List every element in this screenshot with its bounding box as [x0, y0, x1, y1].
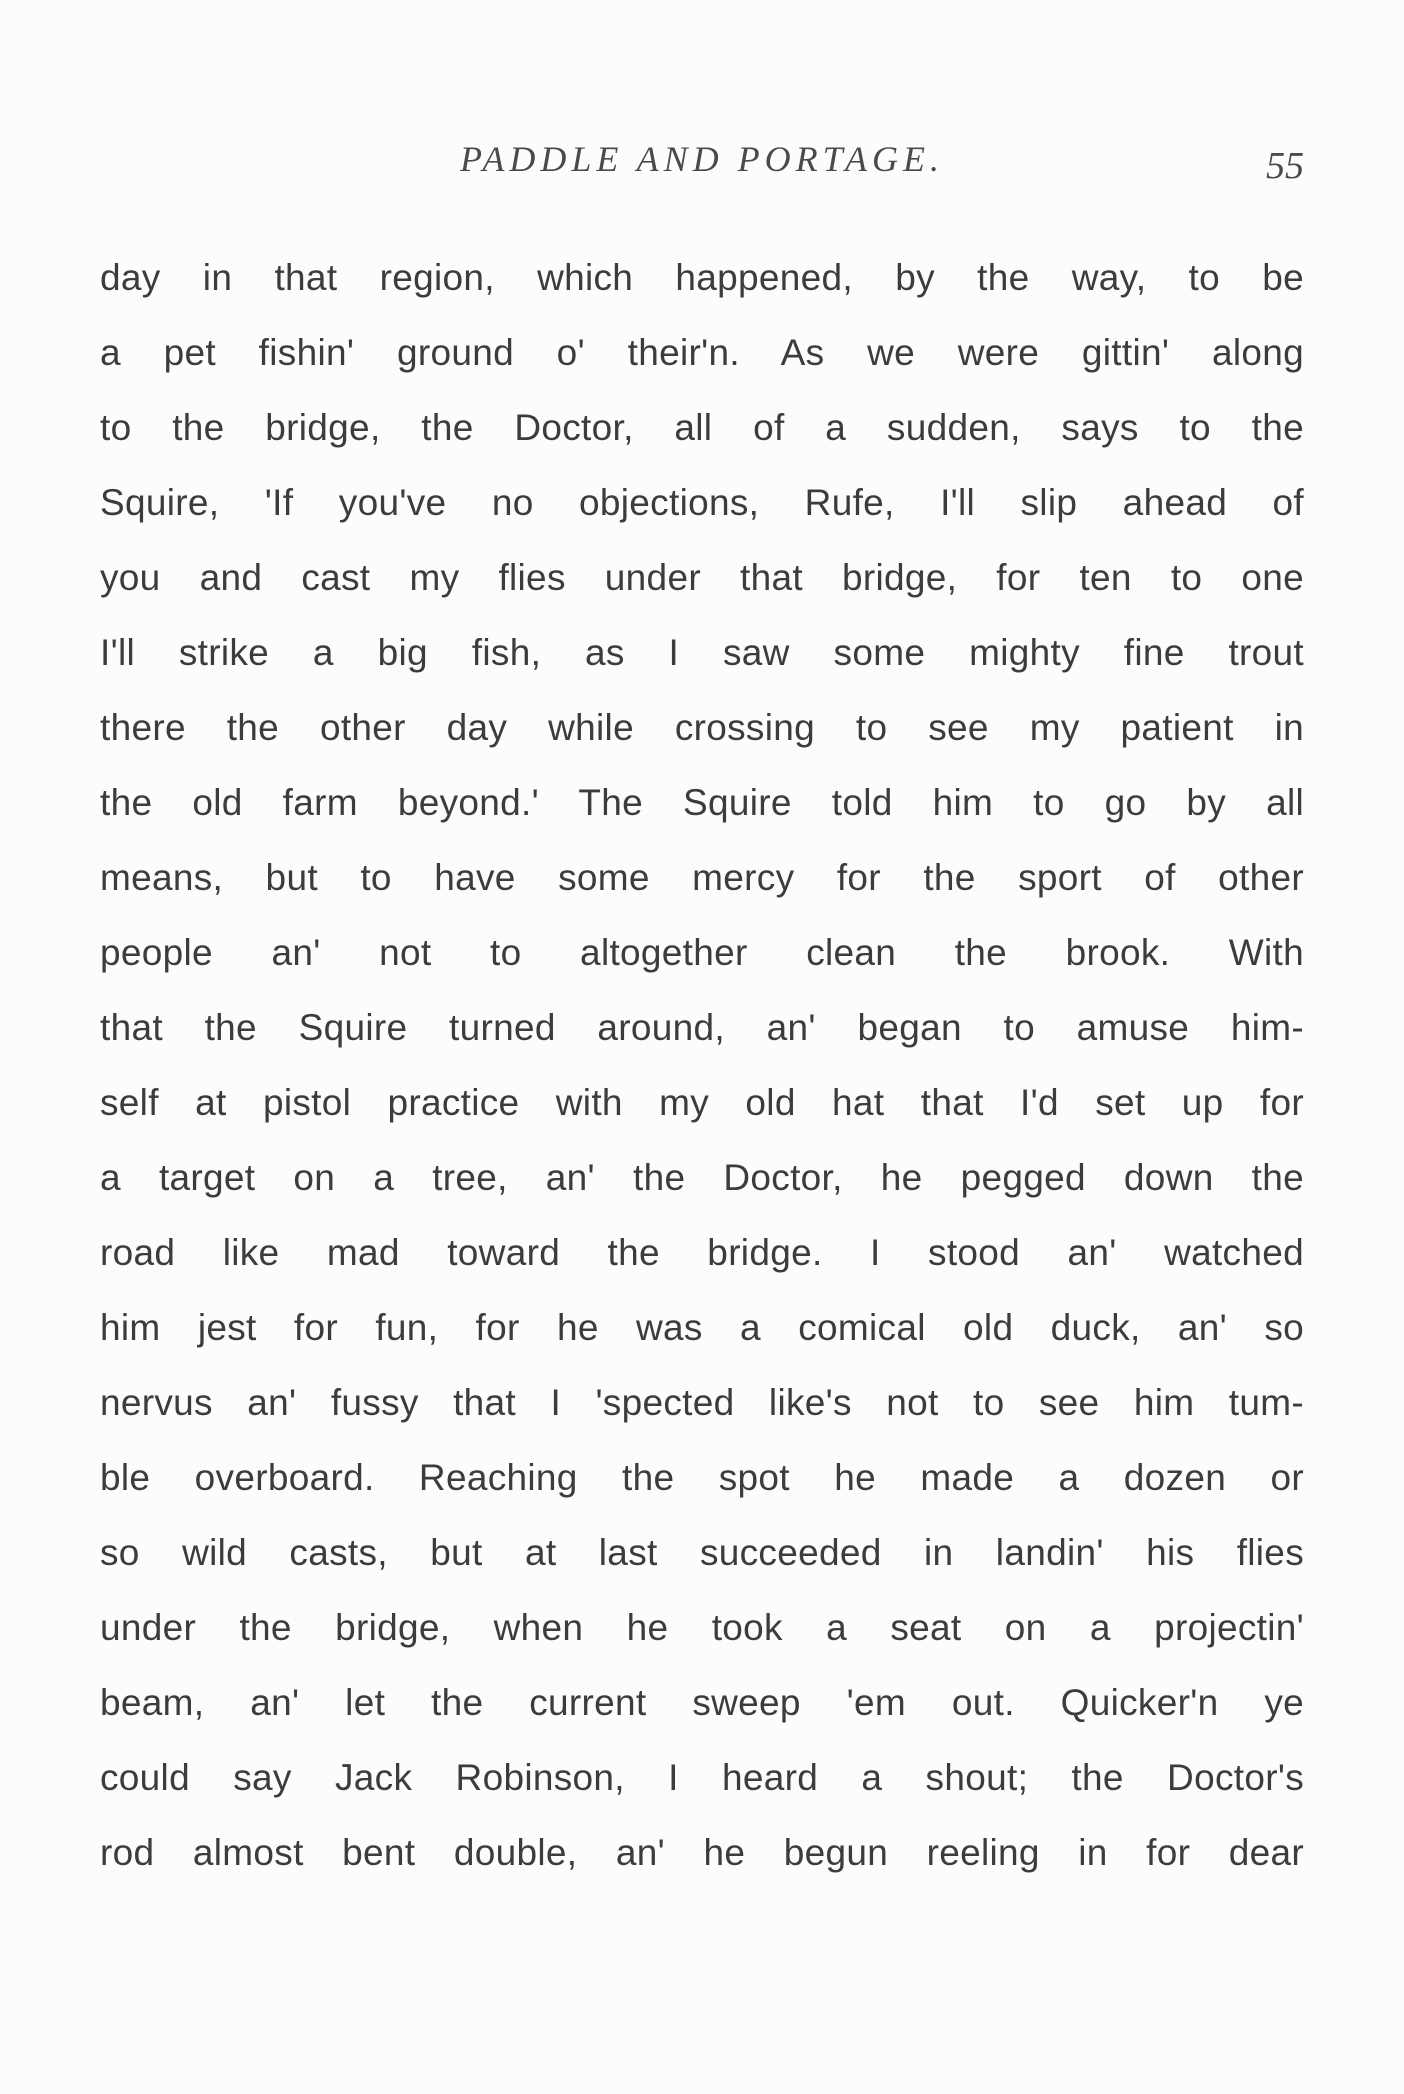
text-line: self at pistol practice with my old hat that I'd set up for [100, 1082, 1304, 1123]
text-line: could say Jack Robinson, I heard a shout; the Doctor's [100, 1757, 1304, 1798]
text-line: rod almost bent double, an' he begun reeling in for dear [100, 1832, 1304, 1873]
running-head [100, 138, 1304, 188]
body-text [100, 240, 1304, 1890]
text-line: a target on a tree, an' the Doctor, he pegged down the [100, 1157, 1304, 1198]
text-line: Squire, 'If you've no objections, Rufe, I'll slip ahead of [100, 482, 1304, 523]
text-line: that the Squire turned around, an' began to amuse him- [100, 1007, 1304, 1048]
text-line: to the bridge, the Doctor, all of a sudden, says to the [100, 407, 1304, 448]
text-line: him jest for fun, for he was a comical old duck, an' so [100, 1307, 1304, 1348]
text-line: a pet fishin' ground o' their'n. As we were gittin' along [100, 332, 1304, 373]
text-line: I'll strike a big fish, as I saw some mighty fine trout [100, 632, 1304, 673]
page-number: 55 [1266, 145, 1304, 187]
text-line: day in that region, which happened, by the way, to be [100, 257, 1304, 298]
text-line: beam, an' let the current sweep 'em out. Quicker'n ye [100, 1682, 1304, 1723]
text-line: under the bridge, when he took a seat on a projectin' [100, 1607, 1304, 1648]
text-line: the old farm beyond.' The Squire told him to go by all [100, 782, 1304, 823]
text-line: means, but to have some mercy for the sport of other [100, 857, 1304, 898]
text-line: you and cast my flies under that bridge, for ten to one [100, 557, 1304, 598]
text-line: so wild casts, but at last succeeded in landin' his flies [100, 1532, 1304, 1573]
text-line: there the other day while crossing to see my patient in [100, 707, 1304, 748]
text-line: road like mad toward the bridge. I stood an' watched [100, 1232, 1304, 1273]
text-line: ble overboard. Reaching the spot he made a dozen or [100, 1457, 1304, 1498]
text-line: people an' not to altogether clean the brook. With [100, 932, 1304, 973]
running-head-title: PADDLE AND PORTAGE. [459, 139, 944, 179]
text-line: nervus an' fussy that I 'spected like's not to see him tum- [100, 1382, 1304, 1423]
